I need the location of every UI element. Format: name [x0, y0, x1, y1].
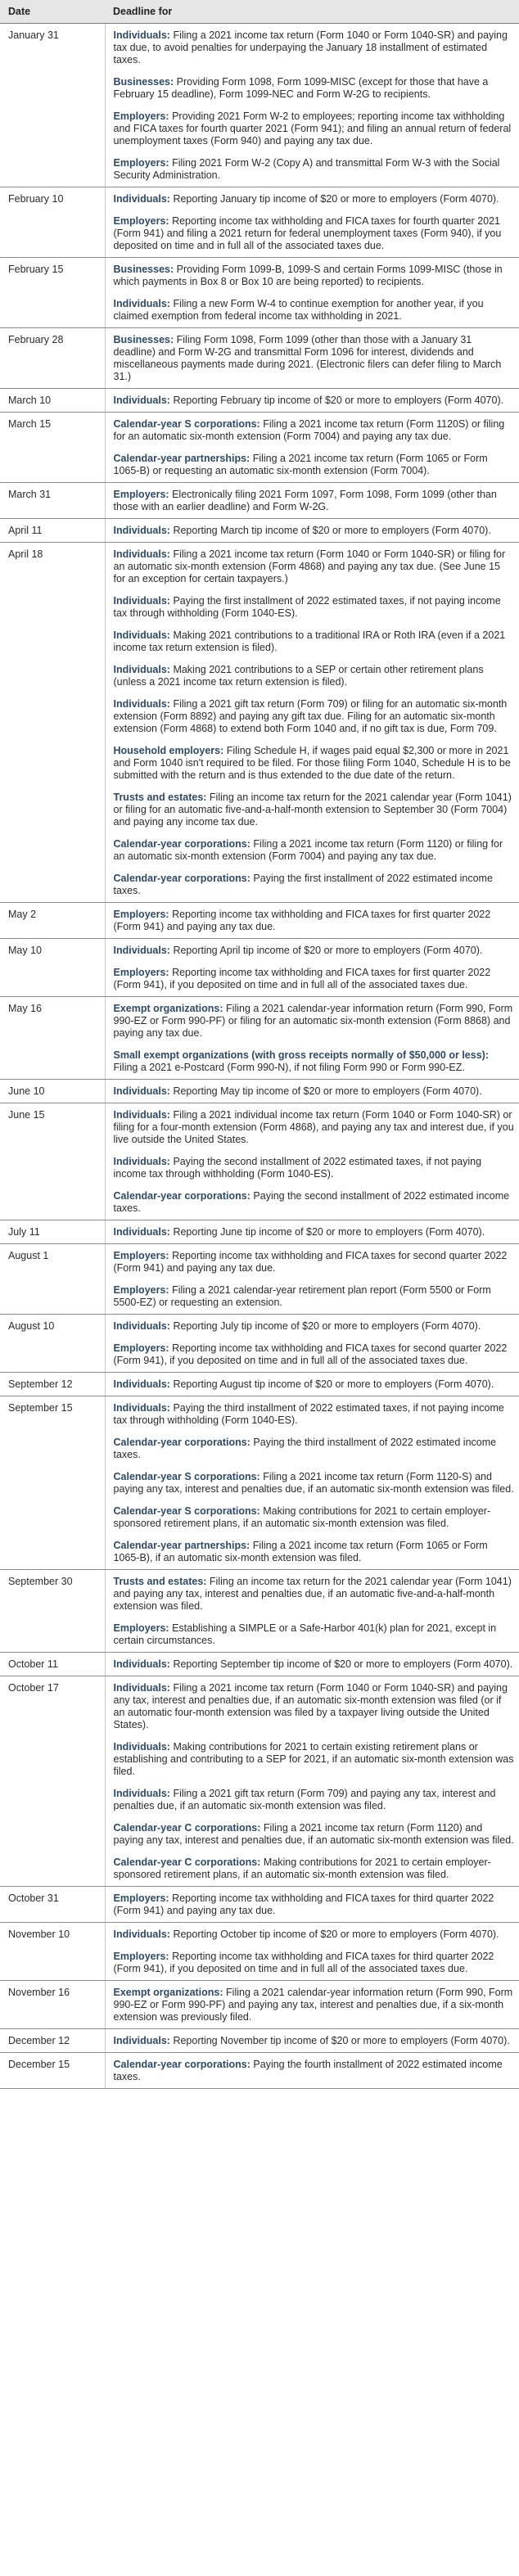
deadline-date: December 15 — [0, 2053, 105, 2089]
deadline-entry — [114, 548, 515, 585]
deadline-text: Paying the second installment of 2022 estimated income taxes. — [113, 1190, 510, 1214]
deadline-date: October 11 — [0, 1653, 105, 1676]
entity-label: Calendar-year corporations: — [113, 1190, 250, 1202]
deadline-entry — [114, 2035, 515, 2047]
deadline-entry — [114, 1929, 515, 1941]
deadline-date: September 15 — [0, 1396, 105, 1570]
deadline-date: February 10 — [0, 187, 105, 258]
deadline-entry — [114, 1658, 515, 1671]
deadline-entry — [114, 453, 515, 477]
table-row — [0, 1887, 519, 1923]
table-row — [0, 1676, 519, 1887]
table-row — [0, 543, 519, 903]
entity-label: Trusts and estates: — [113, 792, 207, 803]
entity-label: Employers: — [113, 215, 169, 227]
deadline-entry — [114, 1109, 515, 1146]
deadline-entry — [114, 745, 515, 782]
deadline-entry — [114, 157, 515, 182]
deadline-entry — [114, 264, 515, 288]
entity-label: Individuals: — [113, 1226, 170, 1238]
deadline-text: Filing a 2021 e-Postcard (Form 990-N), if not filing Form 990 or Form 990-EZ. — [113, 1062, 465, 1073]
deadline-entry — [114, 1505, 515, 1530]
table-row — [0, 1570, 519, 1653]
entity-label: Calendar-year corporations: — [113, 2059, 250, 2070]
deadline-date: January 31 — [0, 24, 105, 187]
deadline-description — [105, 258, 519, 328]
deadline-description — [105, 413, 519, 483]
entity-label: Calendar-year corporations: — [113, 873, 250, 884]
deadline-text: Filing a 2021 income tax return (Form 1040 or Form 1040-SR) and paying tax due, to avoid penalties for underpaying the January 18 installment of estimated taxes. — [113, 29, 508, 65]
table-row — [0, 1080, 519, 1103]
entity-label: Employers: — [113, 489, 169, 500]
deadline-text: Reporting July tip income of $20 or more to employers (Form 4070). — [173, 1320, 481, 1332]
deadline-text: Reporting January tip income of $20 or more to employers (Form 4070). — [173, 193, 499, 205]
deadline-entry — [114, 1250, 515, 1274]
deadline-description — [105, 1676, 519, 1887]
table-row — [0, 258, 519, 328]
deadline-entry — [114, 698, 515, 735]
deadline-text: Filing an income tax return for the 2021 calendar year (Form 1041) and paying any tax, interest and penalties due, if an automatic five-and-a-half-month extension was filed. — [113, 1576, 512, 1612]
deadline-description — [105, 1887, 519, 1923]
entity-label: Trusts and estates: — [113, 1576, 207, 1587]
deadline-entry — [114, 298, 515, 323]
deadline-entry — [114, 215, 515, 252]
entity-label: Businesses: — [113, 264, 174, 275]
entity-label: Individuals: — [113, 1109, 170, 1121]
deadline-text: Filing a 2021 income tax return (Form 1065 or Form 1065-B) or requesting an automatic six-month extension (Form 7004). — [113, 453, 488, 476]
deadline-entry — [114, 1284, 515, 1309]
deadline-description — [105, 903, 519, 939]
deadline-text: Filing a 2021 income tax return (Form 1120) and paying any tax, interest and penalties due, if an automatic six-month extension was filed. — [113, 1822, 514, 1846]
deadline-text: Filing Schedule H, if wages paid equal $2,300 or more in 2021 and Form 1040 isn't required to be filed. For those filing Form 1040, Schedule H is to be submitted with the return and is thus extended to the due date of the return. — [113, 745, 511, 781]
deadline-description — [105, 1244, 519, 1315]
deadline-entry — [114, 489, 515, 513]
deadline-date: October 31 — [0, 1887, 105, 1923]
deadline-text: Reporting income tax withholding and FICA taxes for second quarter 2022 (Form 941) and paying any tax due. — [113, 1250, 508, 1274]
entity-label: Individuals: — [113, 193, 170, 205]
entity-label: Calendar-year S corporations: — [113, 1505, 260, 1517]
deadline-entry — [114, 1320, 515, 1333]
deadline-text: Paying the first installment of 2022 estimated income taxes. — [113, 873, 493, 896]
deadline-text: Reporting income tax withholding and FICA taxes for third quarter 2022 (Form 941), if you deposited on time and in full all of the associated taxes due. — [113, 1951, 494, 1974]
entity-label: Individuals: — [113, 595, 170, 607]
entity-label: Employers: — [113, 1284, 169, 1296]
deadline-entry — [114, 967, 515, 991]
deadline-entry — [114, 1378, 515, 1391]
deadline-description — [105, 1653, 519, 1676]
deadline-description — [105, 939, 519, 997]
entity-label: Individuals: — [113, 1156, 170, 1167]
entity-label: Individuals: — [113, 1741, 170, 1753]
entity-label: Employers: — [113, 157, 169, 169]
deadline-text: Paying the third installment of 2022 estimated taxes, if not paying income tax through withholding (Form 1040-ES). — [113, 1402, 504, 1426]
deadline-text: Filing an income tax return for the 2021 calendar year (Form 1041) or filing for an automatic five-and-a-half-month extension to September 30 (Form 7004) and paying any income tax due. — [113, 792, 512, 828]
deadline-column-header: Deadline for — [105, 0, 519, 24]
entity-label: Individuals: — [113, 2035, 170, 2046]
deadline-description — [105, 1396, 519, 1570]
deadline-entry — [114, 595, 515, 620]
entity-label: Calendar-year S corporations: — [113, 418, 260, 430]
deadline-text: Reporting September tip income of $20 or more to employers (Form 4070). — [173, 1658, 513, 1670]
deadline-date: April 18 — [0, 543, 105, 903]
deadline-entry — [114, 1471, 515, 1496]
deadline-entry — [114, 1856, 515, 1881]
table-row — [0, 939, 519, 997]
deadline-description — [105, 2029, 519, 2053]
deadline-text: Filing a 2021 income tax return (Form 1120S) or filing for an automatic six-month extension (Form 7004) and paying any tax due. — [113, 418, 505, 442]
deadline-text: Establishing a SIMPLE or a Safe-Harbor 401(k) plan for 2021, except in certain circumstances. — [113, 1622, 497, 1646]
deadline-date: March 31 — [0, 483, 105, 519]
deadline-entry — [114, 1190, 515, 1215]
deadline-text: Paying the first installment of 2022 estimated taxes, if not paying income tax through withholding (Form 1040-ES). — [113, 595, 501, 619]
table-row — [0, 1923, 519, 1981]
deadline-entry — [114, 1576, 515, 1613]
deadline-entry — [114, 1741, 515, 1778]
deadline-text: Filing a new Form W-4 to continue exemption for another year, if you claimed exemption from federal income tax withholding in 2021. — [113, 298, 484, 322]
deadline-description — [105, 1981, 519, 2029]
deadline-text: Reporting income tax withholding and FICA taxes for first quarter 2022 (Form 941) and paying any tax due. — [113, 909, 491, 932]
deadline-text: Paying the second installment of 2022 estimated taxes, if not paying income tax through withholding (Form 1040-ES). — [113, 1156, 482, 1180]
deadline-date: May 2 — [0, 903, 105, 939]
deadline-entry — [114, 1622, 515, 1647]
table-row — [0, 1981, 519, 2029]
deadline-description — [105, 1923, 519, 1981]
deadline-text: Reporting June tip income of $20 or more to employers (Form 4070). — [173, 1226, 485, 1238]
deadline-text: Making contributions for 2021 to certain employer-sponsored retirement plans, if an automatic six-month extension was filed. — [113, 1505, 491, 1529]
deadline-text: Providing Form 1099-B, 1099-S and certain Forms 1099-MISC (those in which payments in Box 8 or Box 10 are being reported) to recipients. — [113, 264, 503, 287]
deadline-entry — [114, 334, 515, 383]
deadline-text: Reporting October tip income of $20 or more to employers (Form 4070). — [173, 1929, 499, 1940]
deadline-text: Filing a 2021 income tax return (Form 1040 or Form 1040-SR) and paying any tax, interest and penalties due, if an automatic six-month extension was filed (or if an automatic four-month extension was filed by a taxpayer living outside the United States). — [113, 1682, 508, 1730]
deadline-description — [105, 483, 519, 519]
entity-label: Individuals: — [113, 664, 170, 675]
header-row — [0, 0, 519, 24]
table-row — [0, 389, 519, 413]
deadline-text: Reporting March tip income of $20 or more to employers (Form 4070). — [173, 525, 491, 536]
entity-label: Individuals: — [113, 1085, 170, 1097]
table-row — [0, 1396, 519, 1570]
deadline-text: Filing 2021 Form W-2 (Copy A) and transmittal Form W-3 with the Social Security Administration. — [113, 157, 500, 181]
deadline-text: Reporting income tax withholding and FICA taxes for second quarter 2022 (Form 941), if you deposited on time and in full all of the associated taxes due. — [113, 1342, 508, 1366]
deadline-date: February 28 — [0, 328, 105, 389]
entity-label: Individuals: — [113, 1788, 170, 1799]
deadline-description — [105, 1220, 519, 1244]
table-row — [0, 2053, 519, 2089]
deadline-text: Filing a 2021 gift tax return (Form 709) or filing for an automatic six-month extension (Form 8892) and paying any gift tax due. Filing for an automatic six-month extension (Form 4868) to extend both Form 1040 and, if no gift tax is due, Form 709. — [113, 698, 508, 734]
deadline-entry — [114, 395, 515, 407]
deadline-date: May 10 — [0, 939, 105, 997]
deadline-text: Making contributions for 2021 to certain existing retirement plans or establishing and contributing to a SEP for 2021, if an automatic six-month extension was filed. — [113, 1741, 514, 1777]
deadline-text: Filing a 2021 gift tax return (Form 709) and paying any tax, interest and penalties due, if an automatic six-month extension was filed. — [113, 1788, 496, 1811]
deadline-description — [105, 1103, 519, 1220]
deadline-text: Filing a 2021 income tax return (Form 1120) or filing for an automatic six-month extension (Form 7004) and paying any tax due. — [113, 838, 503, 862]
table-row — [0, 187, 519, 258]
deadline-entry — [114, 1951, 515, 1975]
deadline-text: Paying the fourth installment of 2022 estimated income taxes. — [113, 2059, 503, 2082]
table-body — [0, 24, 519, 2089]
entity-label: Employers: — [113, 1893, 169, 1904]
deadline-description — [105, 389, 519, 413]
deadline-date: October 17 — [0, 1676, 105, 1887]
table-row — [0, 519, 519, 543]
deadline-description — [105, 1315, 519, 1373]
entity-label: Calendar-year C corporations: — [113, 1822, 261, 1834]
deadline-description — [105, 187, 519, 258]
deadline-entry — [114, 838, 515, 863]
deadline-date: November 10 — [0, 1923, 105, 1981]
deadline-text: Reporting February tip income of $20 or more to employers (Form 4070). — [173, 395, 504, 406]
table-row — [0, 1220, 519, 1244]
entity-label: Calendar-year corporations: — [113, 1437, 250, 1448]
deadline-entry — [114, 1003, 515, 1040]
deadline-date: November 16 — [0, 1981, 105, 2029]
deadline-entry — [114, 1049, 515, 1074]
deadline-entry — [114, 525, 515, 537]
deadline-date: June 15 — [0, 1103, 105, 1220]
entity-label: Calendar-year C corporations: — [113, 1856, 261, 1868]
deadline-text: Filing a 2021 individual income tax return (Form 1040 or Form 1040-SR) or filing for a four-month extension (Form 4868), and paying any tax and interest due, if you live outside the United States. — [113, 1109, 514, 1145]
deadline-description — [105, 543, 519, 903]
entity-label: Individuals: — [113, 1682, 170, 1694]
table-row — [0, 997, 519, 1080]
deadline-entry — [114, 1540, 515, 1564]
entity-label: Businesses: — [113, 334, 174, 345]
entity-label: Exempt organizations: — [113, 1003, 223, 1014]
entity-label: Calendar-year partnerships: — [113, 453, 250, 464]
deadline-text: Reporting income tax withholding and FICA taxes for third quarter 2022 (Form 941) and paying any tax due. — [113, 1893, 494, 1916]
deadline-text: Reporting April tip income of $20 or more to employers (Form 4070). — [173, 945, 483, 956]
table-row — [0, 483, 519, 519]
table-row — [0, 903, 519, 939]
deadline-date: April 11 — [0, 519, 105, 543]
deadline-entry — [114, 193, 515, 205]
table-row — [0, 24, 519, 187]
deadline-date: June 10 — [0, 1080, 105, 1103]
deadline-entry — [114, 1822, 515, 1847]
deadline-date: February 15 — [0, 258, 105, 328]
entity-label: Household employers: — [113, 745, 224, 756]
entity-label: Individuals: — [113, 1929, 170, 1940]
deadline-entry — [114, 111, 515, 147]
entity-label: Individuals: — [113, 1378, 170, 1390]
deadline-text: Making 2021 contributions to a traditional IRA or Roth IRA (even if a 2021 income tax return extension is filed). — [113, 629, 506, 653]
deadline-date: August 1 — [0, 1244, 105, 1315]
deadline-entry — [114, 29, 515, 66]
deadline-description — [105, 997, 519, 1080]
entity-label: Calendar-year partnerships: — [113, 1540, 250, 1551]
deadline-entry — [114, 2059, 515, 2083]
deadline-date: August 10 — [0, 1315, 105, 1373]
deadline-description — [105, 328, 519, 389]
table-header — [0, 0, 519, 24]
entity-label: Individuals: — [113, 1320, 170, 1332]
deadline-entry — [114, 1226, 515, 1238]
table-row — [0, 1103, 519, 1220]
deadline-entry — [114, 792, 515, 828]
date-column-header: Date — [0, 0, 105, 24]
deadline-date: July 11 — [0, 1220, 105, 1244]
deadline-description — [105, 24, 519, 187]
table-row — [0, 1315, 519, 1373]
entity-label: Individuals: — [113, 395, 170, 406]
entity-label: Individuals: — [113, 298, 170, 309]
deadline-date: March 15 — [0, 413, 105, 483]
table-row — [0, 1653, 519, 1676]
deadline-entry — [114, 1788, 515, 1812]
deadline-entry — [114, 1987, 515, 2023]
deadline-entry — [114, 1682, 515, 1731]
deadline-entry — [114, 1893, 515, 1917]
entity-label: Employers: — [113, 967, 169, 978]
entity-label: Individuals: — [113, 1402, 170, 1414]
entity-label: Businesses: — [113, 76, 174, 88]
entity-label: Individuals: — [113, 525, 170, 536]
entity-label: Employers: — [113, 1342, 169, 1354]
entity-label: Individuals: — [113, 1658, 170, 1670]
deadline-entry — [114, 945, 515, 957]
deadline-text: Reporting income tax withholding and FICA taxes for first quarter 2022 (Form 941), if you deposited on time and in full all of the associated taxes due. — [113, 967, 491, 990]
deadline-text: Making contributions for 2021 to certain employer-sponsored retirement plans, if an automatic six-month extension was filed. — [113, 1856, 491, 1880]
deadline-text: Making 2021 contributions to a SEP or certain other retirement plans (unless a 2021 income tax return extension is filed). — [113, 664, 484, 688]
table-row — [0, 2029, 519, 2053]
deadline-text: Filing a 2021 calendar-year information return (Form 990, Form 990-EZ or Form 990-PF) and paying any tax, interest and penalties due, if a six-month extension was previously filed. — [113, 1987, 513, 2023]
deadline-entry — [114, 76, 515, 101]
deadline-text: Electronically filing 2021 Form 1097, Form 1098, Form 1099 (other than those with an earlier deadline) and Form W-2G. — [113, 489, 497, 512]
deadline-date: September 12 — [0, 1373, 105, 1396]
entity-label: Individuals: — [113, 629, 170, 641]
entity-label: Calendar-year corporations: — [113, 838, 250, 850]
deadline-entry — [114, 1437, 515, 1461]
deadline-entry — [114, 1156, 515, 1180]
table-row — [0, 1373, 519, 1396]
deadline-text: Filing a 2021 calendar-year retirement plan report (Form 5500 or Form 5500-EZ) or requesting an extension. — [113, 1284, 491, 1308]
deadline-text: Providing Form 1098, Form 1099-MISC (except for those that have a February 15 deadline), Form 1099-NEC and Form W-2G to recipients. — [113, 76, 489, 100]
deadline-description — [105, 1373, 519, 1396]
table-row — [0, 413, 519, 483]
deadline-text: Paying the third installment of 2022 estimated income taxes. — [113, 1437, 497, 1460]
deadline-date: March 10 — [0, 389, 105, 413]
entity-label: Employers: — [113, 1622, 169, 1634]
entity-label: Individuals: — [113, 548, 170, 560]
entity-label: Small exempt organizations (with gross receipts normally of $50,000 or less): — [113, 1049, 489, 1061]
deadline-entry — [114, 909, 515, 933]
deadline-text: Filing a 2021 income tax return (Form 1040 or Form 1040-SR) or filing for an automatic six-month extension (Form 4868) and paying any tax due. (See June 15 for an exception for certain taxpayers.) — [113, 548, 506, 584]
entity-label: Employers: — [113, 909, 169, 920]
deadline-date: September 30 — [0, 1570, 105, 1653]
entity-label: Calendar-year S corporations: — [113, 1471, 260, 1482]
deadline-text: Filing a 2021 income tax return (Form 1065 or Form 1065-B), if an automatic six-month extension was filed. — [113, 1540, 488, 1563]
deadline-description — [105, 519, 519, 543]
deadline-description — [105, 1570, 519, 1653]
entity-label: Individuals: — [113, 29, 170, 41]
deadline-text: Filing a 2021 income tax return (Form 1120-S) and paying any tax, interest and penalties due, if an automatic six-month extension was filed. — [113, 1471, 514, 1495]
deadline-text: Reporting August tip income of $20 or more to employers (Form 4070). — [173, 1378, 494, 1390]
deadline-text: Providing 2021 Form W-2 to employees; reporting income tax withholding and FICA taxes for fourth quarter 2021 (Form 941); and filing an annual return of federal unemployment taxes (Form 940) and paying any tax due. — [113, 111, 512, 147]
deadline-entry — [114, 629, 515, 654]
entity-label: Individuals: — [113, 945, 170, 956]
deadline-date: May 16 — [0, 997, 105, 1080]
entity-label: Individuals: — [113, 698, 170, 710]
entity-label: Exempt organizations: — [113, 1987, 223, 1998]
deadline-text: Reporting income tax withholding and FICA taxes for fourth quarter 2021 (Form 941) and filing a 2021 return for federal unemployment taxes (Form 940), if you deposited on time and in full all of the associated taxes due. — [113, 215, 502, 251]
deadline-entry — [114, 1342, 515, 1367]
deadline-text: Reporting November tip income of $20 or more to employers (Form 4070). — [173, 2035, 510, 2046]
deadline-entry — [114, 873, 515, 897]
table-row — [0, 328, 519, 389]
deadline-entry — [114, 418, 515, 443]
entity-label: Employers: — [113, 1951, 169, 1962]
deadline-text: Filing Form 1098, Form 1099 (other than those with a January 31 deadline) and Form W-2G and transmittal Form 1096 for interest, dividends and miscellaneous payments made during 2021. (Electronic filers can defer filing to March 31.) — [113, 334, 502, 382]
deadline-entry — [114, 1402, 515, 1427]
deadline-description — [105, 2053, 519, 2089]
deadline-entry — [114, 1085, 515, 1098]
deadline-date: December 12 — [0, 2029, 105, 2053]
entity-label: Employers: — [113, 111, 169, 122]
deadline-text: Filing a 2021 calendar-year information return (Form 990, Form 990-EZ or Form 990-PF) or filing for an automatic six-month extension (Form 8868) and paying any tax due. — [113, 1003, 513, 1039]
deadline-entry — [114, 664, 515, 688]
table-row — [0, 1244, 519, 1315]
deadline-text: Reporting May tip income of $20 or more to employers (Form 4070). — [173, 1085, 482, 1097]
entity-label: Employers: — [113, 1250, 169, 1261]
deadline-description — [105, 1080, 519, 1103]
